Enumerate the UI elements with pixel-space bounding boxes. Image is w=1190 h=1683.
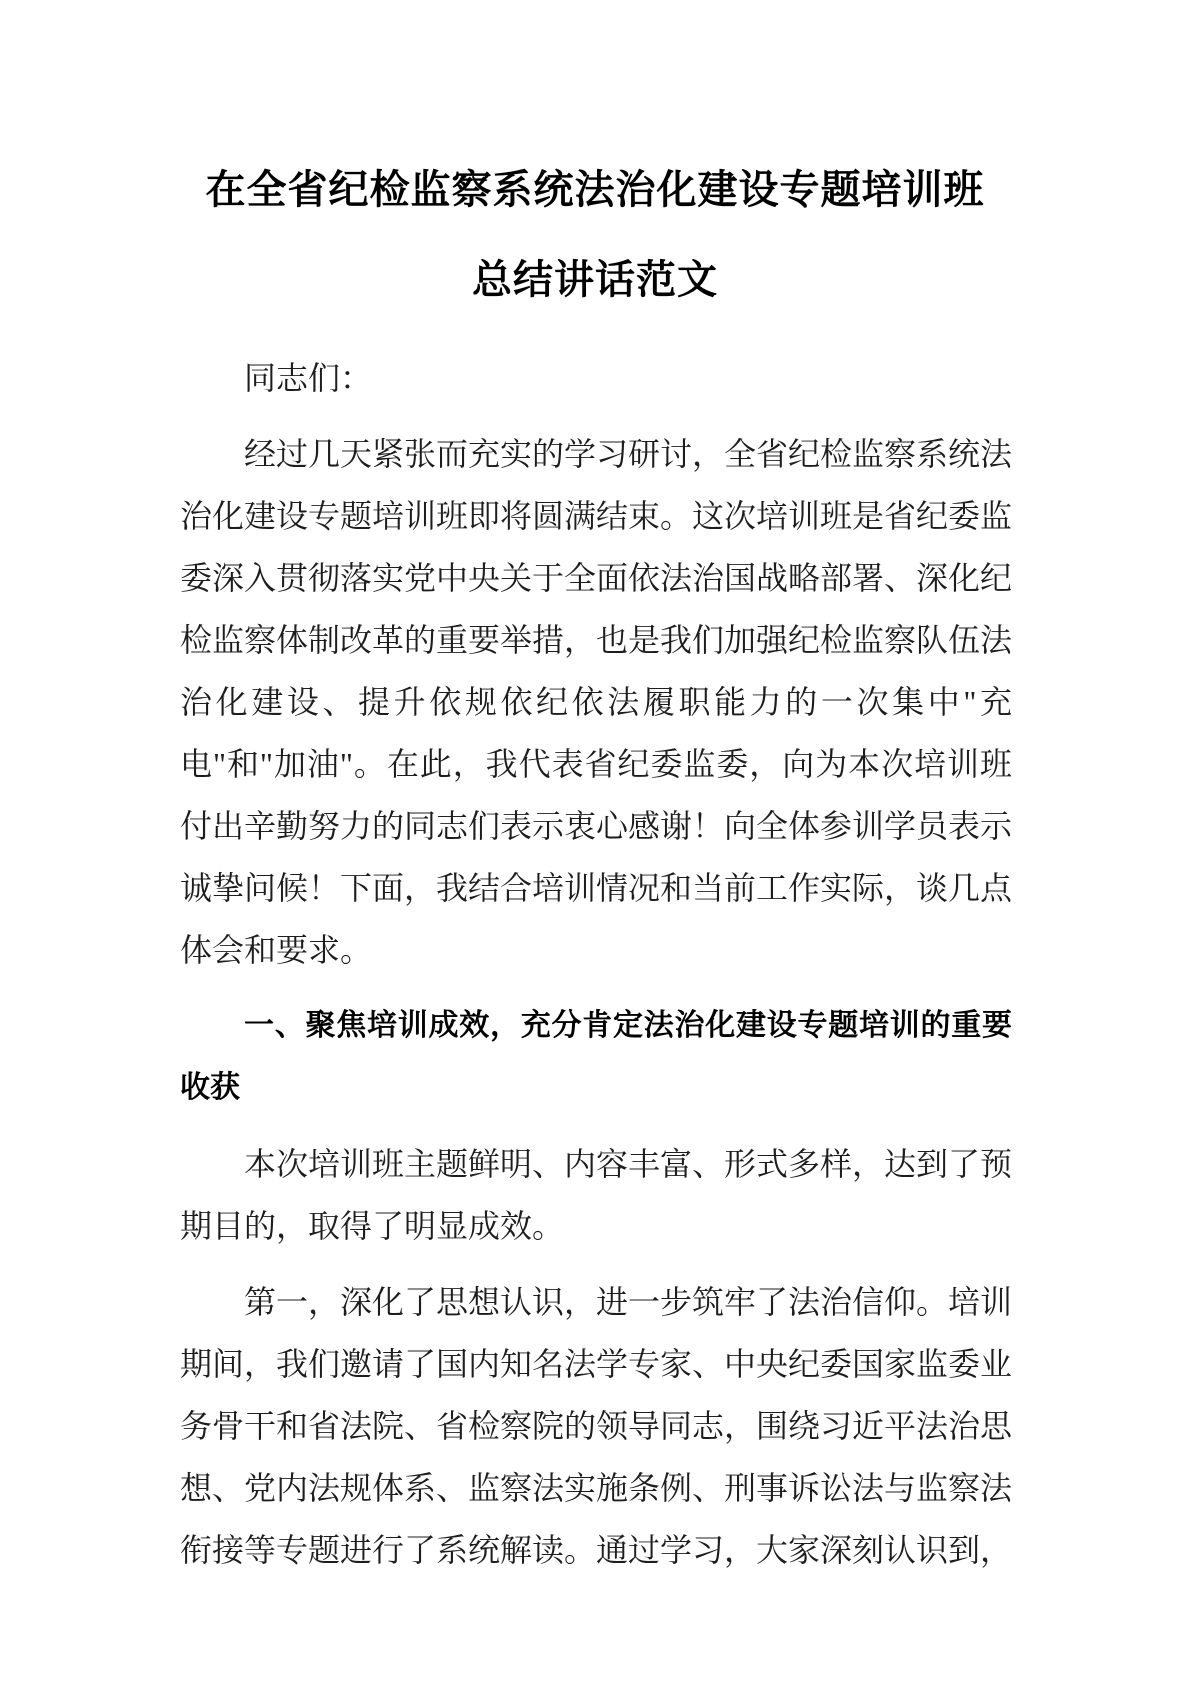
document-title-line-2: 总结讲话范文 (472, 258, 718, 302)
document-title-line-1: 在全省纪检监察系统法治化建设专题培训班 (205, 168, 985, 212)
document-body (180, 347, 1012, 1581)
paragraph: 同志们： (244, 360, 373, 396)
document-title (0, 0, 1190, 325)
paragraph: 本次培训班主题鲜明、内容丰富、形式多样，达到了预期目的，取得了明显成效。 (180, 1146, 1013, 1244)
section-heading: 一、聚焦培训成效，充分肯定法治化建设专题培训的重要收获 (180, 1009, 1012, 1104)
paragraph: 第一，深化了思想认识，进一步筑牢了法治信仰。培训期间，我们邀请了国内知名法学专家、中央纪委国家监委业务骨干和省法院、省检察院的领导同志，围绕习近平法治思想、党内法规体系、监察法实施条例、刑事诉讼法与监察法衔接等专题进行了系统解读。通过学习，大家深刻认识到， (180, 1284, 1013, 1568)
paragraph: 经过几天紧张而充实的学习研讨，全省纪检监察系统法治化建设专题培训班即将圆满结束。这次培训班是省纪委监委深入贯彻落实党中央关于全面依法治国战略部署、深化纪检监察体制改革的重要举措，也是我们加强纪检监察队伍法治化建设、提升依规依纪依法履职能力的一次集中"充电"和"加油"。在此，我代表省纪委监委，向为本次培训班付出辛勤努力的同志们表示衷心感谢！向全体参训学员表示诚挚问候！下面，我结合培训情况和当前工作实际，谈几点体会和要求。 (180, 436, 1013, 968)
